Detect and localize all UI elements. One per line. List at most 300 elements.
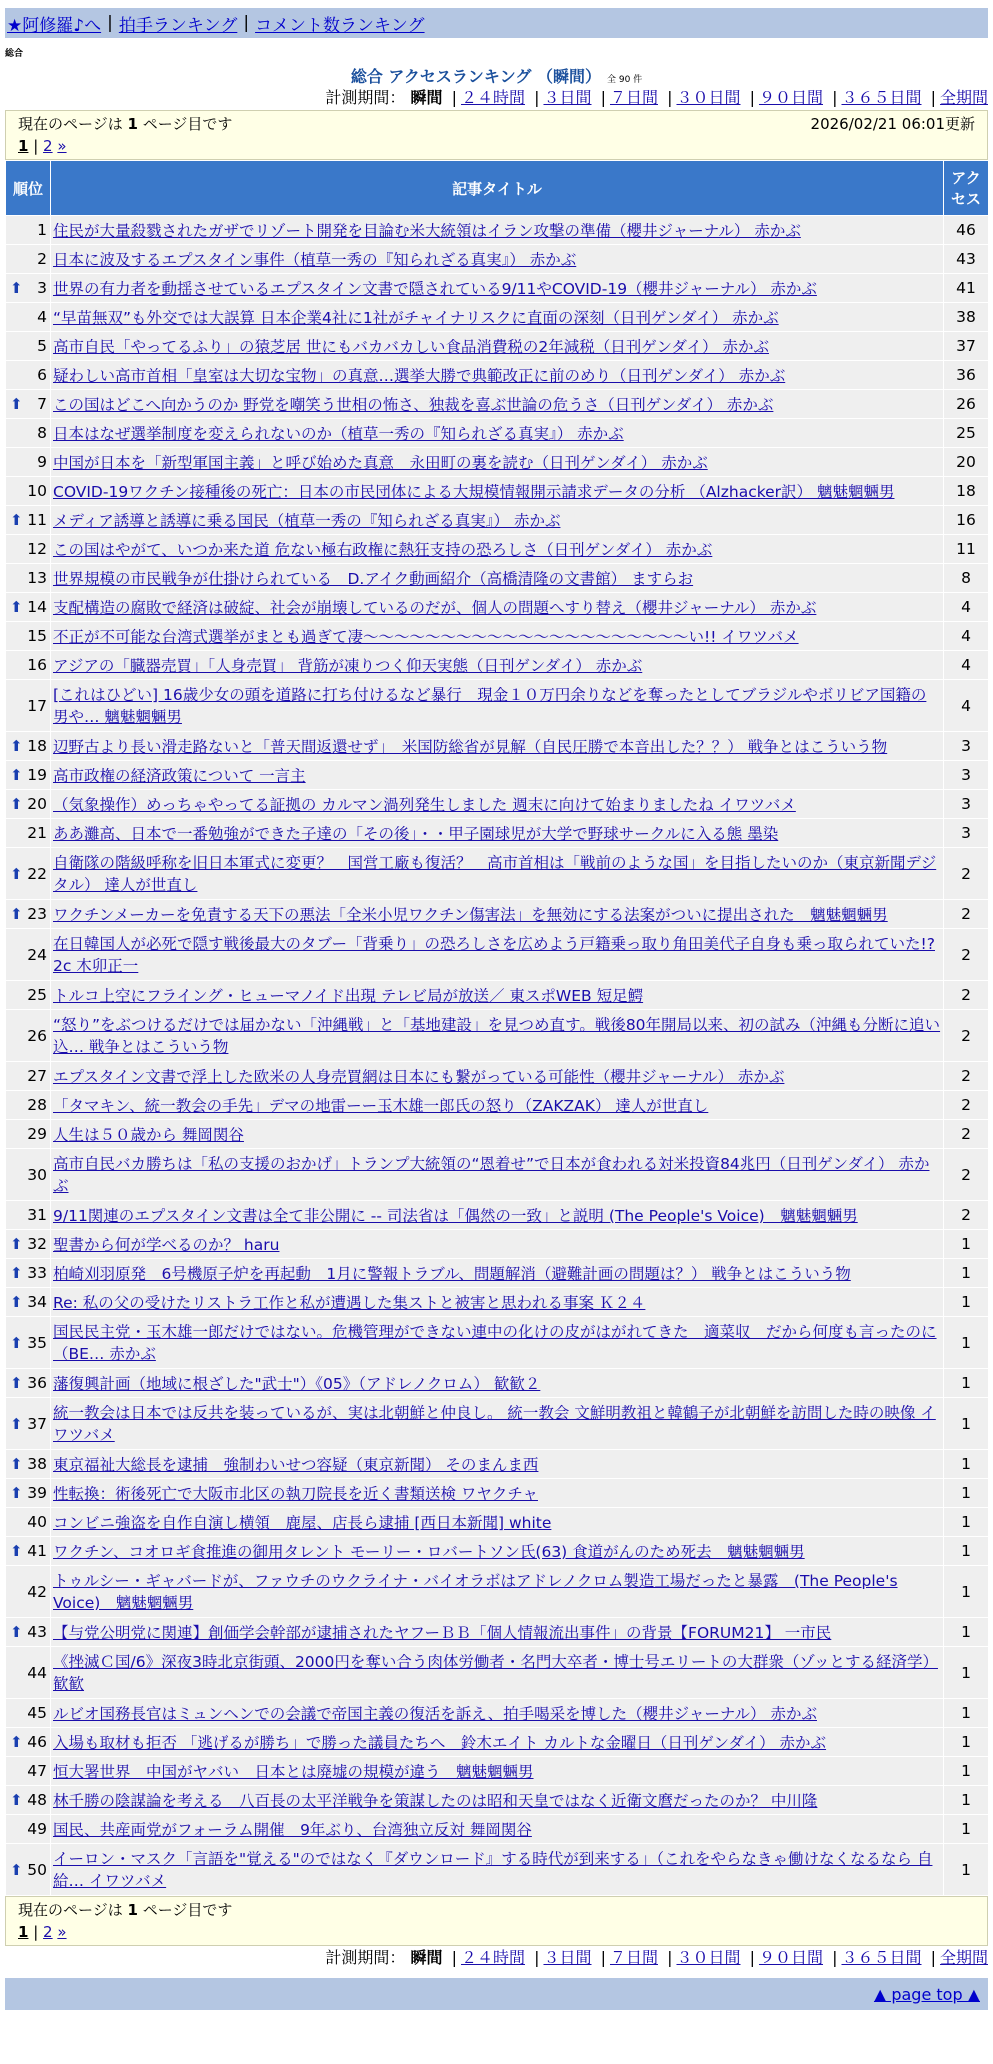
article-link[interactable]: トルコ上空にフライング・ヒューマノイド出現 テレビ局が放送／ 東スポWEB 短足鰐: [53, 987, 644, 1005]
article-link[interactable]: 【与党公明党に関連】創価学会幹部が逮捕されたヤフーＢＢ「個人情報流出事件」の背景【FORUM21】 一市民: [53, 1624, 832, 1642]
rank-number: 13: [27, 569, 47, 587]
title-cell: [51, 1728, 944, 1757]
table-row: [6, 1149, 989, 1201]
access-count: 26: [944, 390, 989, 419]
article-link[interactable]: 入場も取材も拒否 「逃げるが勝ち」で勝った議員たちへ 鈴木エイト カルトな金曜日（日刊ゲンダイ） 赤かぶ: [53, 1734, 827, 1752]
access-count: 2: [944, 1120, 989, 1149]
access-header: アクセス: [944, 161, 989, 216]
access-count: 3: [944, 790, 989, 819]
access-count: 37: [944, 332, 989, 361]
period-3d-link[interactable]: ３日間: [543, 88, 592, 107]
table-row: [6, 1508, 989, 1537]
rank-up-arrow-icon: ⬆: [10, 795, 23, 813]
rank-number: 49: [27, 1820, 47, 1838]
access-count: 8: [944, 564, 989, 593]
rank-cell: [6, 680, 51, 732]
table-row: [6, 419, 989, 448]
pager-top: 現在のページは 1 ページ目です 2026/02/21 06:01更新 1 | 2 »: [5, 110, 988, 160]
access-count: 3: [944, 819, 989, 848]
article-link[interactable]: 中国が日本を「新型軍国主義」と呼び始めた真意 永田町の裏を読む（日刊ゲンダイ） 赤かぶ: [53, 454, 708, 472]
rank-number: 44: [27, 1663, 47, 1682]
breadcrumb: 総合: [5, 49, 24, 59]
rank-cell: [6, 622, 51, 651]
rank-up-arrow-icon: ⬆: [10, 511, 23, 529]
table-row: [6, 1062, 989, 1091]
rank-cell: [6, 593, 51, 622]
rank-number: 6: [37, 366, 47, 384]
article-link[interactable]: 日本はなぜ選挙制度を変えられないのか（植草一秀の『知られざる真実』） 赤かぶ: [53, 425, 624, 443]
access-count: 16: [944, 506, 989, 535]
title-cell: [51, 1566, 944, 1618]
title-cell: [51, 622, 944, 651]
table-row: [6, 506, 989, 535]
access-count: 18: [944, 477, 989, 506]
title-cell: [51, 1091, 944, 1120]
bottom-bar: [5, 1978, 988, 2010]
access-count: 1: [944, 1450, 989, 1479]
table-row: [6, 564, 989, 593]
rank-up-arrow-icon: ⬆: [10, 1860, 23, 1879]
table-row: [6, 732, 989, 761]
rank-cell: [6, 1479, 51, 1508]
rank-number: 18: [27, 737, 47, 755]
article-link[interactable]: 高市自民「やってるふり」の猿芝居 世にもバカバカしい食品消費税の2年減税（日刊ゲンダイ） 赤かぶ: [53, 338, 769, 356]
article-link[interactable]: アジアの「臓器売買」「人身売買」 背筋が凍りつく仰天実態（日刊ゲンダイ） 赤かぶ: [53, 657, 643, 675]
article-link[interactable]: 9/11関連のエプスタイン文書は全て非公開に -- 司法省は「偶然の一致」と説明 (The People's Voice) 魑魅魍魎男: [53, 1207, 858, 1225]
pager-next[interactable]: »: [57, 137, 67, 155]
table-row: [6, 1259, 989, 1288]
rank-number: 8: [37, 424, 47, 442]
rank-cell: [6, 651, 51, 680]
article-link[interactable]: エプスタイン文書で浮上した欧米の人身売買網は日本にも繋がっている可能性（櫻井ジャーナル） 赤かぶ: [53, 1068, 785, 1086]
title-cell: [51, 1699, 944, 1728]
rank-cell: [6, 761, 51, 790]
rank-cell: [6, 1091, 51, 1120]
table-row: [6, 622, 989, 651]
table-row: [6, 593, 989, 622]
title-cell: [51, 1317, 944, 1369]
table-row: [6, 332, 989, 361]
access-count: 1: [944, 1566, 989, 1618]
period-all-link-bottom[interactable]: 全期間: [939, 1948, 988, 1967]
title-cell: [51, 564, 944, 593]
rank-cell: [6, 216, 51, 245]
article-link[interactable]: 辺野古より長い滑走路ないと「普天間返還せず」 米国防総省が見解（自民圧勝で本音出した？？） 戦争とはこういう物: [53, 738, 888, 756]
period-7d-link-bottom[interactable]: ７日間: [609, 1948, 658, 1967]
period-90d-link[interactable]: ９０日間: [758, 88, 823, 107]
rank-number: 3: [37, 279, 47, 297]
title-cell: [51, 900, 944, 929]
table-row: [6, 1317, 989, 1369]
page-info: 現在のページは 1 ページ目です: [18, 115, 233, 133]
article-link[interactable]: 林千勝の陰謀論を考える 八百長の太平洋戦争を策謀したのは昭和天皇ではなく近衛文麿だったのか？ 中川隆: [53, 1792, 818, 1810]
rank-number: 45: [27, 1704, 47, 1722]
period-365d-link[interactable]: ３６５日間: [841, 88, 922, 107]
article-link[interactable]: ああ灘高、日本で一番勉強ができた子達の「その後」・・甲子園球児が大学で野球サークルに入る態 墨染: [53, 825, 779, 843]
rank-cell: [6, 274, 51, 303]
article-link[interactable]: 国民民主党・玉木雄一郎だけではない。危機管理ができない連中の化けの皮がはがれてきた 適菜収 だから何度も言ったのに（BE… 赤かぶ: [53, 1322, 937, 1363]
rank-number: 32: [27, 1235, 47, 1253]
access-count: 1: [944, 1786, 989, 1815]
access-count: 1: [944, 1317, 989, 1369]
period-7d-link[interactable]: ７日間: [609, 88, 658, 107]
rank-cell: [6, 448, 51, 477]
rank-cell: [6, 1815, 51, 1844]
title-cell: [51, 1479, 944, 1508]
article-link[interactable]: “怒り”をぶつけるだけでは届かない「沖縄戦」と「基地建設」を見つめ直す。戦後80年開局以来、初の試み（沖縄も分断に追い込… 戦争とはこういう物: [53, 1015, 941, 1056]
rank-number: 25: [27, 986, 47, 1004]
rank-cell: [6, 790, 51, 819]
page-root: [5, 8, 988, 2010]
rank-number: 40: [27, 1513, 47, 1531]
rank-number: 4: [37, 308, 47, 326]
article-link[interactable]: 統一教会は日本では反共を装っているが、実は北朝鮮と仲良し。 統一教会 文鮮明教祖と韓鶴子が北朝鮮を訪問した時の映像 イワツバメ: [53, 1403, 936, 1444]
access-count: 4: [944, 680, 989, 732]
rank-number: 46: [27, 1733, 47, 1751]
rank-number: 48: [27, 1791, 47, 1809]
rank-up-arrow-icon: ⬆: [10, 395, 23, 413]
rank-cell: [6, 1508, 51, 1537]
rank-cell: [6, 419, 51, 448]
article-link[interactable]: コンビニ強盗を自作自演し横領 鹿屋、店長ら逮捕 [西日本新聞] white: [53, 1514, 552, 1532]
title-cell: [51, 848, 944, 900]
rank-cell: [6, 1062, 51, 1091]
title-cell: [51, 361, 944, 390]
table-row: [6, 1844, 989, 1896]
rank-number: 33: [27, 1264, 47, 1282]
period-24h-link[interactable]: ２４時間: [460, 88, 525, 107]
title-header: 記事タイトル: [51, 161, 944, 216]
table-row: [6, 477, 989, 506]
table-row: [6, 1091, 989, 1120]
table-row: [6, 900, 989, 929]
rank-number: 5: [37, 337, 47, 355]
title-cell: [51, 1647, 944, 1699]
title-cell: [51, 680, 944, 732]
rank-number: 42: [27, 1582, 47, 1601]
rank-number: 35: [27, 1333, 47, 1352]
article-link[interactable]: 住民が大量殺戮されたガザでリゾート開発を目論む米大統領はイラン攻撃の準備（櫻井ジャーナル） 赤かぶ: [53, 222, 801, 240]
rank-cell: [6, 1757, 51, 1786]
rank-up-arrow-icon: ⬆: [10, 1542, 23, 1560]
rank-number: 34: [27, 1293, 47, 1311]
table-row: [6, 848, 989, 900]
rank-up-arrow-icon: ⬆: [10, 279, 23, 297]
article-link[interactable]: 自衛隊の階級呼称を旧日本軍式に変更？ 国営工廠も復活？ 高市首相は「戦前のような国」を目指したいのか（東京新聞デジタル） 達人が世直し: [53, 853, 937, 894]
table-row: [6, 1647, 989, 1699]
title-cell: [51, 1120, 944, 1149]
rank-cell: [6, 1699, 51, 1728]
access-count: 38: [944, 303, 989, 332]
access-count: 20: [944, 448, 989, 477]
title-cell: [51, 419, 944, 448]
clap-ranking-link[interactable]: 拍手ランキング: [118, 15, 238, 36]
title-cell: [51, 819, 944, 848]
table-row: [6, 1618, 989, 1647]
rank-cell: [6, 1369, 51, 1398]
period-selector-top: 計測期間： 瞬間 | ２４時間 | ３日間 | ７日間 | ３０日間 | ９０日間 | ３６５日間 | 全期間: [325, 88, 988, 107]
access-count: 2: [944, 900, 989, 929]
article-link[interactable]: 「タマキン、統一教会の手先」デマの地雷ーー玉木雄一郎氏の怒り（ZAKZAK） 達人が世直し: [53, 1097, 709, 1115]
title-cell: [51, 274, 944, 303]
table-row: [6, 1479, 989, 1508]
rank-number: 9: [37, 453, 47, 471]
rank-number: 14: [27, 598, 47, 616]
table-row: [6, 1566, 989, 1618]
ranking-table: [5, 160, 989, 1896]
table-row: [6, 390, 989, 419]
rank-number: 38: [27, 1455, 47, 1473]
title-cell: [51, 535, 944, 564]
article-link[interactable]: ワクチン、コオロギ食推進の御用タレント モーリー・ロバートソン氏(63) 食道がんのため死去 魑魅魍魎男: [53, 1543, 805, 1561]
title-cell: [51, 390, 944, 419]
rank-cell: [6, 1149, 51, 1201]
article-link[interactable]: 高市政権の経済政策について 一言主: [53, 767, 306, 785]
rank-number: 19: [27, 766, 47, 784]
rank-cell: [6, 1201, 51, 1230]
title-cell: [51, 1786, 944, 1815]
rank-cell: [6, 1450, 51, 1479]
title-cell: [51, 1537, 944, 1566]
article-link[interactable]: 《挫滅Ｃ国/6》深夜3時北京街頭、2000円を奪い合う肉体労働者・名門大卒者・博士号エリートの大群衆（ゾッとする経済学） 歓歓: [53, 1652, 938, 1693]
rank-number: 26: [27, 1026, 47, 1045]
pager-page-2[interactable]: 2: [43, 137, 53, 155]
access-count: 25: [944, 419, 989, 448]
article-link[interactable]: 東京福祉大総長を逮捕 強制わいせつ容疑（東京新聞） そのまんま西: [53, 1456, 539, 1474]
access-count: 2: [944, 1091, 989, 1120]
article-link[interactable]: ルビオ国務長官はミュンヘンでの会議で帝国主義の復活を訴え、拍手喝采を博した（櫻井ジャーナル） 赤かぶ: [53, 1705, 817, 1723]
article-link[interactable]: 藩復興計画（地域に根ざした"武士"）《05》（アドレノクロム） 歓歓２: [53, 1375, 541, 1393]
access-count: 1: [944, 1844, 989, 1896]
access-count: 2: [944, 848, 989, 900]
article-link[interactable]: 不正が不可能な台湾式選挙がまとも過ぎて凄～～～～～～～～～～～～～～～～～～～～～い!! イワツバメ: [53, 628, 799, 646]
rank-cell: [6, 1786, 51, 1815]
rank-number: 10: [27, 482, 47, 500]
title-cell: [51, 929, 944, 981]
title-cell: [51, 593, 944, 622]
table-row: [6, 361, 989, 390]
article-link[interactable]: イーロン・マスク「言語を"覚える"のではなく『ダウンロード』する時代が到来する」（これをやらなきゃ働けなくなるなら 自給… イワツバメ: [53, 1849, 933, 1890]
period-selector-bottom: 計測期間： 瞬間 | ２４時間 | ３日間 | ７日間 | ３０日間 | ９０日間 | ３６５日間 | 全期間: [325, 1948, 988, 1967]
rank-up-arrow-icon: ⬆: [10, 766, 23, 784]
rank-cell: [6, 1010, 51, 1062]
article-link[interactable]: 柏崎刈羽原発 6号機原子炉を再起動 1月に警報トラブル、問題解消（避難計画の問題は？） 戦争とはこういう物: [53, 1265, 851, 1283]
period-30d-link-bottom[interactable]: ３０日間: [676, 1948, 741, 1967]
access-count: 36: [944, 361, 989, 390]
pager-next-bottom[interactable]: »: [57, 1923, 67, 1941]
period-30d-link[interactable]: ３０日間: [676, 88, 741, 107]
table-row: [6, 535, 989, 564]
rank-number: 24: [27, 945, 47, 964]
access-count: 2: [944, 1149, 989, 1201]
rank-number: 23: [27, 905, 47, 923]
article-link[interactable]: ワクチンメーカーを免責する天下の悪法「全米小児ワクチン傷害法」を無効にする法案がついに提出された 魑魅魍魎男: [53, 906, 888, 924]
rank-cell: [6, 477, 51, 506]
rank-cell: [6, 564, 51, 593]
period-current: 瞬間: [410, 88, 443, 107]
table-row: [6, 1757, 989, 1786]
rank-number: 7: [37, 395, 47, 413]
article-link[interactable]: COVID-19ワクチン接種後の死亡：日本の市民団体による大規模情報開示請求データの分析 （Alzhacker訳） 魑魅魍魎男: [53, 483, 895, 501]
table-row: [6, 761, 989, 790]
rank-cell: [6, 848, 51, 900]
access-count: 11: [944, 535, 989, 564]
article-link[interactable]: 世界規模の市民戦争が仕掛けられている D.アイク動画紹介（高橋清隆の文書館） ますらお: [53, 570, 694, 588]
rank-number: 30: [27, 1165, 47, 1184]
article-link[interactable]: 世界の有力者を動揺させているエプスタイン文書で隠されている9/11やCOVID-19（櫻井ジャーナル） 赤かぶ: [53, 280, 817, 298]
table-row: [6, 1230, 989, 1259]
rank-number: 47: [27, 1762, 47, 1780]
article-link[interactable]: 聖書から何が学べるのか？ haru: [53, 1236, 280, 1254]
rank-cell: [6, 1230, 51, 1259]
title-cell: [51, 1757, 944, 1786]
table-row: [6, 303, 989, 332]
article-link[interactable]: 国民、共産両党がフォーラム開催 9年ぶり、台湾独立反対 舞岡関谷: [53, 1821, 532, 1839]
article-link[interactable]: 人生は５０歳から 舞岡関谷: [53, 1126, 244, 1144]
rank-up-arrow-icon: ⬆: [10, 905, 23, 923]
table-row: [6, 1450, 989, 1479]
title-cell: [51, 981, 944, 1010]
access-count: 1: [944, 1288, 989, 1317]
nav-separator: |: [243, 13, 250, 33]
access-count: 43: [944, 245, 989, 274]
rank-cell: [6, 1537, 51, 1566]
title-cell: [51, 1815, 944, 1844]
rank-number: 31: [27, 1206, 47, 1224]
nav-separator: |: [107, 13, 113, 33]
rank-up-arrow-icon: ⬆: [10, 1623, 23, 1641]
rank-number: 22: [27, 864, 47, 883]
access-count: 1: [944, 1230, 989, 1259]
rank-up-arrow-icon: ⬆: [10, 1455, 23, 1473]
rank-cell: [6, 1259, 51, 1288]
rank-up-arrow-icon: ⬆: [10, 1414, 23, 1433]
comment-ranking-link[interactable]: コメント数ランキング: [255, 15, 425, 36]
title-cell: [51, 761, 944, 790]
access-count: 2: [944, 929, 989, 981]
rank-up-arrow-icon: ⬆: [10, 737, 23, 755]
access-count: 1: [944, 1647, 989, 1699]
table-row: [6, 1815, 989, 1844]
article-link[interactable]: 日本に波及するエプスタイン事件（植草一秀の『知られざる真実』） 赤かぶ: [53, 251, 577, 269]
rank-number: 21: [27, 824, 47, 842]
article-link[interactable]: 支配構造の腐敗で経済は破綻、社会が崩壊しているのだが、個人の問題へすり替え（櫻井ジャーナル） 赤かぶ: [53, 599, 817, 617]
rank-number: 28: [27, 1096, 47, 1114]
period-all-link[interactable]: 全期間: [939, 88, 988, 107]
access-count: 1: [944, 1699, 989, 1728]
title-cell: [51, 1288, 944, 1317]
title-cell: [51, 1259, 944, 1288]
title-cell: [51, 332, 944, 361]
access-count: 4: [944, 651, 989, 680]
article-link[interactable]: 在日韓国人が必死で隠す戦後最大のタブー「背乗り」の恐ろしさを広めよう戸籍乗っ取り角田美代子自身も乗っ取られていた!?2c 木卯正一: [53, 934, 935, 975]
title-cell: [51, 1062, 944, 1091]
page-info-bottom: 現在のページは 1 ページ目です: [18, 1901, 233, 1919]
table-row: [6, 680, 989, 732]
title-cell: [51, 448, 944, 477]
rank-number: 16: [27, 656, 47, 674]
rank-number: 20: [27, 795, 47, 813]
period-365d-link-bottom[interactable]: ３６５日間: [841, 1948, 922, 1967]
article-link[interactable]: 高市自民バカ勝ちは「私の支援のおかげ」トランプ大統領の“恩着せ”で日本が食われる対米投資84兆円（日刊ゲンダイ） 赤かぶ: [53, 1154, 930, 1195]
article-link[interactable]: [これはひどい] 16歳少女の頭を道路に打ち付けるなど暴行 現金１０万円余りなどを奪ったとしてブラジルやボリビア国籍の男や… 魑魅魍魎男: [53, 685, 927, 726]
home-link[interactable]: ★阿修羅♪へ: [7, 15, 102, 36]
article-link[interactable]: “早苗無双”も外交では大誤算 日本企業4社に1社がチャイナリスクに直面の深刻（日刊ゲンダイ） 赤かぶ: [53, 309, 779, 327]
access-count: 1: [944, 1728, 989, 1757]
rank-number: 15: [27, 627, 47, 645]
period-label-bottom: 計測期間：: [325, 1948, 406, 1967]
access-count: 1: [944, 1479, 989, 1508]
rank-cell: [6, 1398, 51, 1450]
access-count: 1: [944, 1537, 989, 1566]
rank-cell: [6, 1618, 51, 1647]
period-24h-link-bottom[interactable]: ２４時間: [460, 1948, 525, 1967]
rank-number: 29: [27, 1125, 47, 1143]
article-link[interactable]: この国はやがて、いつか来た道 危ない極右政権に熱狂支持の恐ろしさ（日刊ゲンダイ） 赤かぶ: [53, 541, 713, 559]
title-cell: [51, 1369, 944, 1398]
period-3d-link-bottom[interactable]: ３日間: [543, 1948, 592, 1967]
access-count: 2: [944, 1010, 989, 1062]
rank-number: 1: [37, 221, 47, 239]
table-row: [6, 1010, 989, 1062]
rank-up-arrow-icon: ⬆: [10, 1333, 23, 1352]
pager-current-page-bottom: 1: [18, 1923, 29, 1941]
access-count: 1: [944, 1618, 989, 1647]
rank-number: 37: [27, 1414, 47, 1433]
title-cell: [51, 1149, 944, 1201]
article-link[interactable]: この国はどこへ向かうのか 野党を嘲笑う世相の怖さ、独裁を喜ぶ世論の危うさ（日刊ゲンダイ） 赤かぶ: [53, 396, 774, 414]
title-cell: [51, 1844, 944, 1896]
table-row: [6, 1120, 989, 1149]
title-cell: [51, 216, 944, 245]
access-count: 1: [944, 1508, 989, 1537]
title-cell: [51, 1230, 944, 1259]
period-90d-link-bottom[interactable]: ９０日間: [758, 1948, 823, 1967]
rank-up-arrow-icon: ⬆: [10, 1374, 23, 1392]
rank-header: 順位: [6, 161, 51, 216]
title-cell: [51, 651, 944, 680]
access-count: 3: [944, 761, 989, 790]
page-top-link[interactable]: ▲ page top ▲: [873, 1984, 980, 2004]
article-link[interactable]: （気象操作）めっちゃやってる証拠の カルマン渦列発生しました 週末に向けて始まりましたね イワツバメ: [53, 796, 796, 814]
article-link[interactable]: 性転換：術後死亡で大阪市北区の執刀院長を近く書類送検 ワヤクチャ: [53, 1485, 538, 1503]
rank-up-arrow-icon: ⬆: [10, 1733, 23, 1751]
article-link[interactable]: 疑わしい高市首相「皇室は大切な宝物」の真意…選挙大勝で典範改正に前のめり（日刊ゲンダイ） 赤かぶ: [53, 367, 786, 385]
rank-up-arrow-icon: ⬆: [10, 1791, 23, 1809]
rank-cell: [6, 819, 51, 848]
table-row: [6, 1201, 989, 1230]
updated-time: 2026/02/21 06:01更新: [810, 115, 975, 133]
article-link[interactable]: メディア誘導と誘導に乗る国民（植草一秀の『知られざる真実』） 赤かぶ: [53, 512, 561, 530]
top-nav-bar: [5, 8, 988, 38]
table-row: [6, 1288, 989, 1317]
article-link[interactable]: 恒大署世界 中国がヤバい 日本とは廃墟の規模が違う 魑魅魍魎男: [53, 1763, 534, 1781]
article-link[interactable]: トゥルシー・ギャバードが、ファウチのウクライナ・バイオラボはアドレノクロム製造工場だったと暴露 (The People's Voice) 魑魅魍魎男: [53, 1571, 898, 1612]
rank-up-arrow-icon: ⬆: [10, 1293, 23, 1311]
rank-cell: [6, 732, 51, 761]
pager-page-2-bottom[interactable]: 2: [43, 1923, 53, 1941]
rank-up-arrow-icon: ⬆: [10, 864, 23, 883]
rank-cell: [6, 1647, 51, 1699]
rank-cell: [6, 332, 51, 361]
access-count: 3: [944, 732, 989, 761]
access-count: 4: [944, 622, 989, 651]
table-row: [6, 819, 989, 848]
rank-up-arrow-icon: ⬆: [10, 1235, 23, 1253]
rank-number: 41: [27, 1542, 47, 1560]
article-link[interactable]: Re: 私の父の受けたリストラ工作と私が遭遇した集ストと被害と思われる事案 Ｋ２４: [53, 1294, 646, 1312]
title-cell: [51, 1450, 944, 1479]
